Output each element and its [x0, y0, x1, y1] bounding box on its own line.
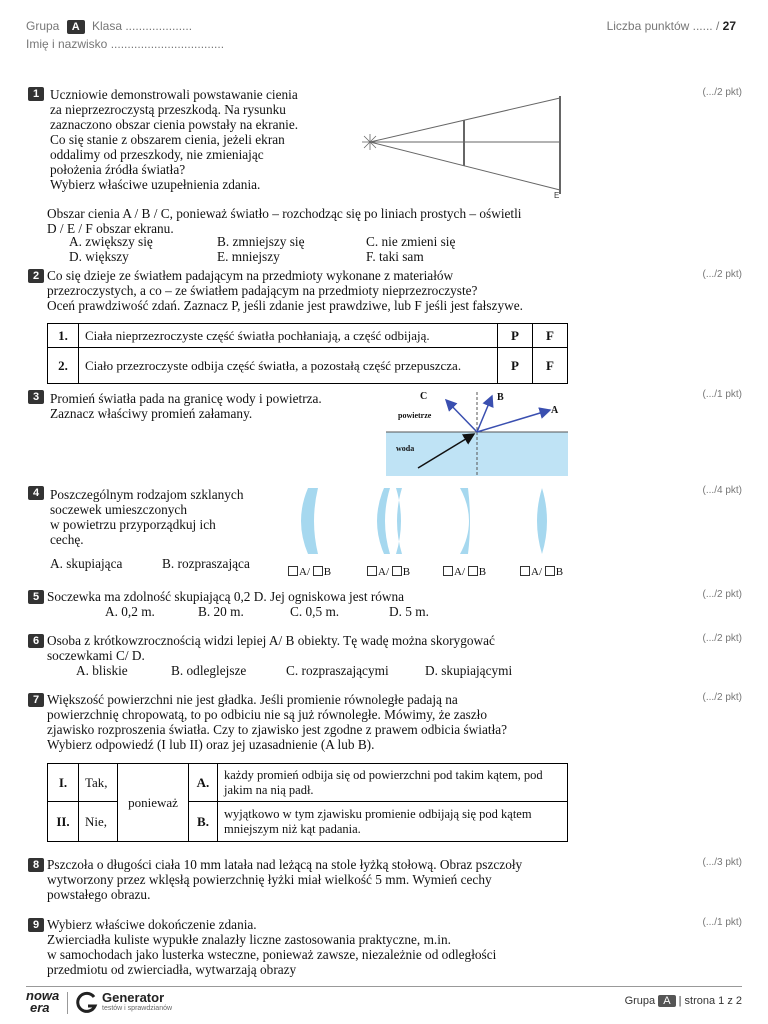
q1-option-a[interactable]: A. zwiększy się: [69, 234, 153, 249]
class-field: Klasa ....................: [92, 19, 193, 33]
q8-line: Pszczoła o długości ciała 10 mm latała nad leżącą na stole łyżką stołową. Obraz pszczoły: [47, 857, 523, 872]
reason-letter[interactable]: B.: [189, 802, 218, 842]
screen-label: E: [554, 191, 560, 200]
statement-text: Ciało przezroczyste odbija część światła, a pozostałą część przepuszcza.: [79, 348, 498, 384]
q8-points: (.../3 pkt): [702, 857, 742, 868]
q1-option-f[interactable]: F. taki sam: [366, 249, 424, 264]
q6-line: soczewkami C/ D.: [47, 648, 145, 663]
question-number-6: 6: [28, 634, 44, 648]
answer-text[interactable]: Nie,: [79, 802, 118, 842]
q7-line: powierzchnię chropowatą, to po odbiciu nie są już równoległe. Mówimy, że zaszło: [47, 707, 488, 722]
reason-letter[interactable]: A.: [189, 764, 218, 802]
group-badge: A: [67, 20, 85, 34]
table-row: [48, 764, 568, 802]
true-option[interactable]: P: [498, 324, 533, 348]
q4-option-a: A. skupiająca: [50, 556, 123, 571]
q1-option-c[interactable]: C. nie zmieni się: [366, 234, 456, 249]
logo-top: nowa: [26, 988, 60, 1003]
row-number: 1.: [48, 324, 79, 348]
answer-text[interactable]: Tak,: [79, 764, 118, 802]
because-cell: ponieważ: [118, 764, 189, 842]
q4-line: cechę.: [50, 532, 84, 547]
q9-line: Wybierz właściwe dokończenie zdania.: [47, 917, 257, 932]
q1-points: (.../2 pkt): [702, 87, 742, 98]
q6-line: Osoba z krótkowzrocznością widzi lepiej A/ B obiekty. Tę wadę można skorygować: [47, 633, 495, 648]
q4-option-b: B. rozpraszająca: [162, 556, 250, 571]
points-total: 27: [722, 19, 736, 33]
q6-text: [47, 633, 495, 663]
question-number-1: 1: [28, 87, 44, 101]
q3-text: [50, 391, 322, 421]
q6-points: (.../2 pkt): [702, 633, 742, 644]
logo-bottom: era: [30, 1000, 50, 1015]
q2-line: przezroczystych, a co – ze światłem padającym na przedmioty nieprzezroczyste?: [47, 283, 478, 298]
question-number-7: 7: [28, 693, 44, 707]
refraction-figure: [386, 388, 568, 478]
q8-text: [47, 857, 522, 902]
footer-group-label: Grupa: [624, 995, 656, 1007]
q3-points: (.../1 pkt): [702, 389, 742, 400]
q7-text: [47, 692, 507, 752]
q5-points: (.../2 pkt): [702, 589, 742, 600]
q9-points: (.../1 pkt): [702, 917, 742, 928]
lens-3: [460, 488, 470, 554]
answer-number[interactable]: I.: [48, 764, 79, 802]
ray-a-label: A: [551, 405, 559, 416]
false-option[interactable]: F: [533, 348, 568, 384]
q4-line: w powietrzu przyporządkuj ich: [50, 517, 216, 532]
question-number-9: 9: [28, 918, 44, 932]
q1-option-d[interactable]: D. większy: [69, 249, 129, 264]
q4-line: Poszczególnym rodzajom szklanych: [50, 487, 244, 502]
ray-c[interactable]: [446, 400, 477, 432]
true-option[interactable]: P: [498, 348, 533, 384]
generator-g-icon: [76, 991, 98, 1015]
lens-2b: [396, 488, 402, 554]
q7-table: [47, 763, 568, 842]
points-total-line: [607, 19, 736, 33]
q2-text: [47, 268, 523, 313]
generator-title: Generator: [102, 990, 165, 1005]
q4-line: soczewek umieszczonych: [50, 502, 187, 517]
q4-points: (.../4 pkt): [702, 485, 742, 496]
q2-table: [47, 323, 568, 384]
row-number: 2.: [48, 348, 79, 384]
lens-3-choice[interactable]: A/ B: [443, 566, 486, 578]
q1-line: za nieprzezroczystą przeszkodą. Na rysunku: [50, 102, 286, 117]
question-number-8: 8: [28, 858, 44, 872]
ray-b-label: B: [497, 392, 504, 403]
statement-text: Ciała nieprzezroczyste część światła pochłaniają, a część odbijają.: [79, 324, 498, 348]
lens-1: [301, 488, 318, 554]
q3-line: Promień światła pada na granicę wody i powietrza.: [50, 391, 322, 406]
q1-line: Uczniowie demonstrowali powstawanie cienia: [50, 87, 298, 102]
question-number-2: 2: [28, 269, 44, 283]
q2-line: Oceń prawdziwość zdań. Zaznacz P, jeśli zdanie jest prawdziwe, lub F jeśli jest fałszywe.: [47, 298, 523, 313]
q2-line: Co się dzieje ze światłem padającym na przedmioty wykonane z materiałów: [47, 268, 454, 283]
q1-line: oddalimy od przeszkody, nie zmieniając: [50, 147, 264, 162]
lens-4-choice[interactable]: A/ B: [520, 566, 563, 578]
q1-sentence: [47, 206, 522, 236]
name-field: Imię i nazwisko ..................................: [26, 37, 225, 51]
q5-text: Soczewka ma zdolność skupiającą 0,2 D. Jej ogniskowa jest równa: [47, 589, 405, 604]
lens-4: [537, 488, 547, 554]
nowa-era-logo: [26, 990, 59, 1014]
q6-option-a[interactable]: A. bliskie: [76, 663, 128, 678]
q6-option-c[interactable]: C. rozpraszającymi: [286, 663, 389, 678]
lenses-figure: [292, 484, 568, 558]
false-option[interactable]: F: [533, 324, 568, 348]
points-label: Liczba punktów ...... /: [606, 19, 720, 33]
ray-b[interactable]: [477, 396, 492, 432]
ray-a[interactable]: [477, 410, 550, 432]
reason-text[interactable]: każdy promień odbija się od powierzchni pod takim kątem, pod jakim na nią padł.: [218, 764, 568, 802]
q1-sentence-line: Obszar cienia A / B / C, ponieważ światło – rozchodząc się po liniach prostych – oświetli: [47, 206, 522, 221]
q9-line: w samochodach jako lusterka wsteczne, ponieważ zawsze, niezależnie od odległości: [47, 947, 497, 962]
group-label: Grupa: [26, 19, 60, 33]
footer-group-badge: A: [658, 995, 675, 1007]
generator-subtitle: testów i sprawdzianów: [102, 1005, 173, 1012]
q5-option-c[interactable]: C. 0,5 m.: [290, 604, 340, 619]
q1-option-b[interactable]: B. zmniejszy się: [217, 234, 305, 249]
q3-line: Zaznacz właściwy promień załamany.: [50, 406, 253, 421]
q7-line: zjawisko rozproszenia światła. Czy to zjawisko jest zgodne z prawem odbicia światła?: [47, 722, 508, 737]
q6-option-b[interactable]: B. odleglejsze: [171, 663, 247, 678]
reason-text[interactable]: wyjątkowo w tym zjawisku promienie odbijają się pod kątem mniejszym niż kąt padania.: [218, 802, 568, 842]
answer-number[interactable]: II.: [48, 802, 79, 842]
q1-line: zaznaczono obszar cienia powstały na ekranie.: [50, 117, 299, 132]
water-label: woda: [396, 444, 415, 453]
q8-line: wytworzony przez wklęsłą powierzchnię łyżki miał wielkość 5 mm. Wymień cechy: [47, 872, 492, 887]
q5-option-d[interactable]: D. 5 m.: [389, 604, 429, 619]
q5-option-b[interactable]: B. 20 m.: [198, 604, 244, 619]
q4-text: [50, 487, 244, 547]
q9-line: przedmiotu od zwierciadła, wytwarzają obrazy: [47, 962, 297, 977]
q1-option-e[interactable]: E. mniejszy: [217, 249, 280, 264]
question-number-3: 3: [28, 390, 44, 404]
q1-line: Co się stanie z obszarem cienia, jeżeli ekran: [50, 132, 285, 147]
generator-logo: [102, 991, 172, 1012]
page-indicator: [625, 995, 742, 1007]
q1-line: Wybierz właściwe uzupełnienia zdania.: [50, 177, 261, 192]
q7-points: (.../2 pkt): [702, 692, 742, 703]
q8-line: powstałego obrazu.: [47, 887, 151, 902]
q7-line: Wybierz odpowiedź (I lub II) oraz jej uzasadnienie (A lub B).: [47, 737, 375, 752]
footer-divider: [26, 986, 742, 987]
q1-sentence-line: D / E / F obszar ekranu.: [47, 221, 174, 236]
question-number-4: 4: [28, 486, 44, 500]
footer-separator: [67, 992, 68, 1014]
table-row: [48, 324, 568, 348]
page-number: | strona 1 z 2: [678, 995, 742, 1007]
air-label: powietrze: [398, 411, 432, 420]
q2-points: (.../2 pkt): [702, 269, 742, 280]
header-group-line: [26, 19, 192, 34]
lens-1-choice[interactable]: A/ B: [288, 566, 331, 578]
q1-line: położenia źródła światła?: [50, 162, 186, 177]
table-row: [48, 348, 568, 384]
question-number-5: 5: [28, 590, 44, 604]
shadow-figure: [358, 90, 568, 202]
q6-option-d[interactable]: D. skupiającymi: [425, 663, 513, 678]
ray-c-label: C: [420, 391, 428, 402]
q5-option-a[interactable]: A. 0,2 m.: [105, 604, 155, 619]
q1-text: [50, 87, 298, 192]
q9-text: [47, 917, 496, 977]
q7-line: Większość powierzchni nie jest gładka. Jeśli promienie równoległe padają na: [47, 692, 458, 707]
lens-2-choice[interactable]: A/ B: [367, 566, 410, 578]
lens-2a: [377, 488, 390, 554]
q9-line: Zwierciadła kuliste wypukłe znalazły liczne zastosowania praktyczne, m.in.: [47, 932, 451, 947]
